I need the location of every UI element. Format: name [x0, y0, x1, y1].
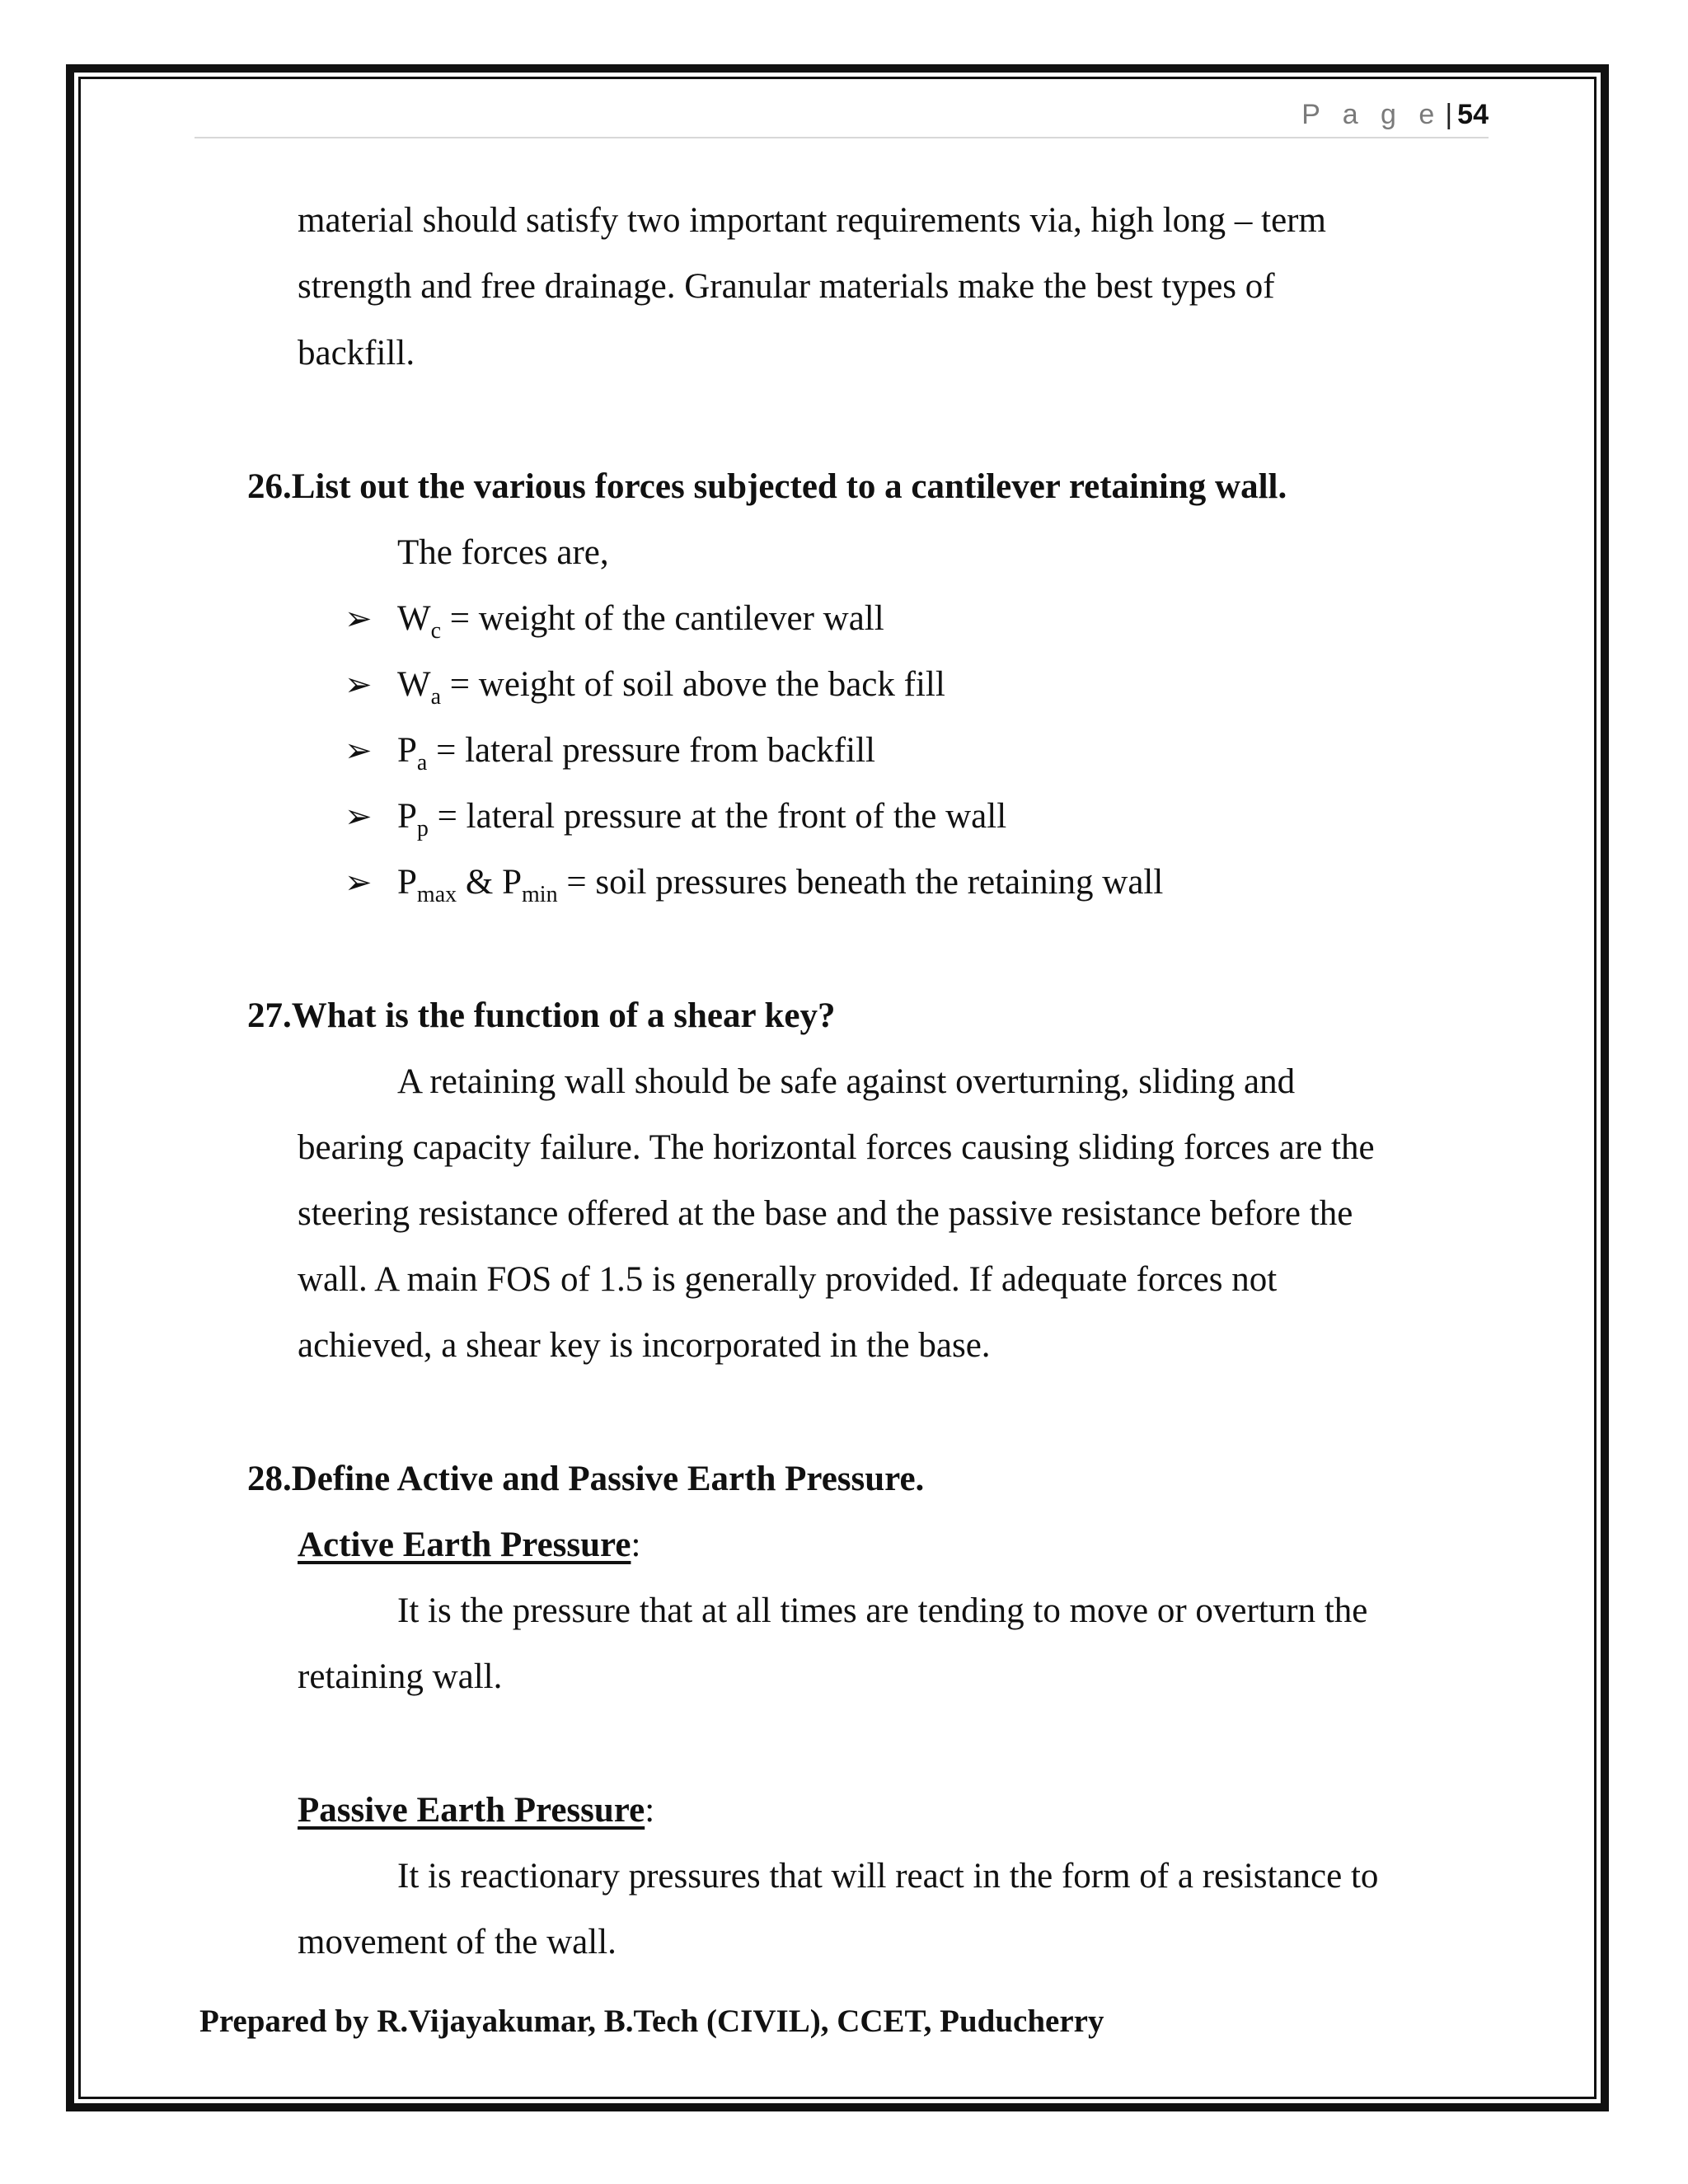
- question-28-number: 28.: [247, 1460, 292, 1498]
- passive-pressure-colon: :: [645, 1791, 655, 1830]
- question-27-line-1: A retaining wall should be safe against overturning, sliding and: [397, 1062, 1296, 1101]
- force-description: = weight of soil above the back fill: [441, 665, 945, 704]
- arrow-bullet-icon: ➢: [345, 666, 373, 703]
- active-pressure-title: Active Earth Pressure: [298, 1526, 631, 1564]
- force-description: = lateral pressure at the front of the wall: [428, 797, 1007, 836]
- arrow-bullet-icon: ➢: [345, 798, 373, 835]
- intro-line-2: strength and free drainage. Granular materials make the best types of: [298, 267, 1275, 306]
- force-symbol: P: [397, 863, 417, 902]
- force-symbol-second: & P: [457, 863, 523, 902]
- arrow-bullet-icon: ➢: [345, 864, 373, 901]
- question-26-heading: [247, 466, 1287, 508]
- question-27-line-3: steering resistance offered at the base and the passive resistance before the: [298, 1194, 1353, 1233]
- active-pressure-colon: :: [631, 1526, 641, 1564]
- force-item-pp: [397, 796, 1007, 841]
- force-symbol: P: [397, 797, 417, 836]
- force-subscript: c: [430, 618, 442, 644]
- intro-line-3: backfill.: [298, 334, 415, 373]
- page-number-label: [1301, 99, 1489, 131]
- force-subscript: p: [416, 816, 429, 841]
- question-27-line-5: achieved, a shear key is incorporated in the base.: [298, 1326, 991, 1365]
- force-symbol: W: [397, 665, 431, 704]
- force-symbol: W: [397, 599, 431, 638]
- active-pressure-line-2: retaining wall.: [298, 1657, 503, 1696]
- force-subscript: a: [416, 750, 428, 776]
- passive-pressure-line-1: It is reactionary pressures that will react in the form of a resistance to: [397, 1857, 1379, 1896]
- question-28-title: Define Active and Passive Earth Pressure.: [291, 1460, 925, 1498]
- page-separator: |: [1445, 99, 1453, 130]
- intro-line-1: material should satisfy two important requirements via, high long – term: [298, 201, 1326, 240]
- passive-pressure-heading: [298, 1790, 654, 1831]
- page-word: P a g e: [1301, 99, 1442, 130]
- passive-pressure-title: Passive Earth Pressure: [298, 1791, 645, 1830]
- active-pressure-line-1: It is the pressure that at all times are tending to move or overturn the: [397, 1591, 1368, 1630]
- question-28-heading: [247, 1459, 924, 1500]
- active-pressure-heading: [298, 1525, 640, 1566]
- question-27-number: 27.: [247, 996, 292, 1035]
- passive-pressure-line-2: movement of the wall.: [298, 1923, 617, 1961]
- force-item-pa: [397, 730, 875, 776]
- question-27-title: What is the function of a shear key?: [291, 996, 836, 1035]
- question-26-lead: The forces are,: [397, 533, 609, 572]
- force-item-wc: [397, 598, 884, 644]
- force-subscript-second: min: [522, 882, 558, 907]
- question-27-heading: [247, 996, 836, 1037]
- force-symbol: P: [397, 731, 417, 770]
- arrow-bullet-icon: ➢: [345, 732, 373, 769]
- force-description: = weight of the cantilever wall: [441, 599, 884, 638]
- page-footer: Prepared by R.Vijayakumar, B.Tech (CIVIL), CCET, Puducherry: [199, 2004, 1104, 2039]
- question-27-line-4: wall. A main FOS of 1.5 is generally provided. If adequate forces not: [298, 1260, 1278, 1299]
- force-description: = lateral pressure from backfill: [427, 731, 875, 770]
- page-header: [195, 97, 1489, 138]
- page-number: 54: [1457, 99, 1489, 130]
- question-26-number: 26.: [247, 467, 292, 506]
- force-item-wa: [397, 664, 945, 710]
- force-item-pmax-pmin: [397, 862, 1164, 907]
- arrow-bullet-icon: ➢: [345, 600, 373, 637]
- question-27-line-2: bearing capacity failure. The horizontal forces causing sliding forces are the: [298, 1128, 1375, 1167]
- force-description: = soil pressures beneath the retaining wall: [557, 863, 1164, 902]
- force-subscript: max: [416, 882, 457, 907]
- question-26-title: List out the various forces subjected to a cantilever retaining wall.: [291, 467, 1287, 506]
- force-subscript: a: [430, 684, 442, 710]
